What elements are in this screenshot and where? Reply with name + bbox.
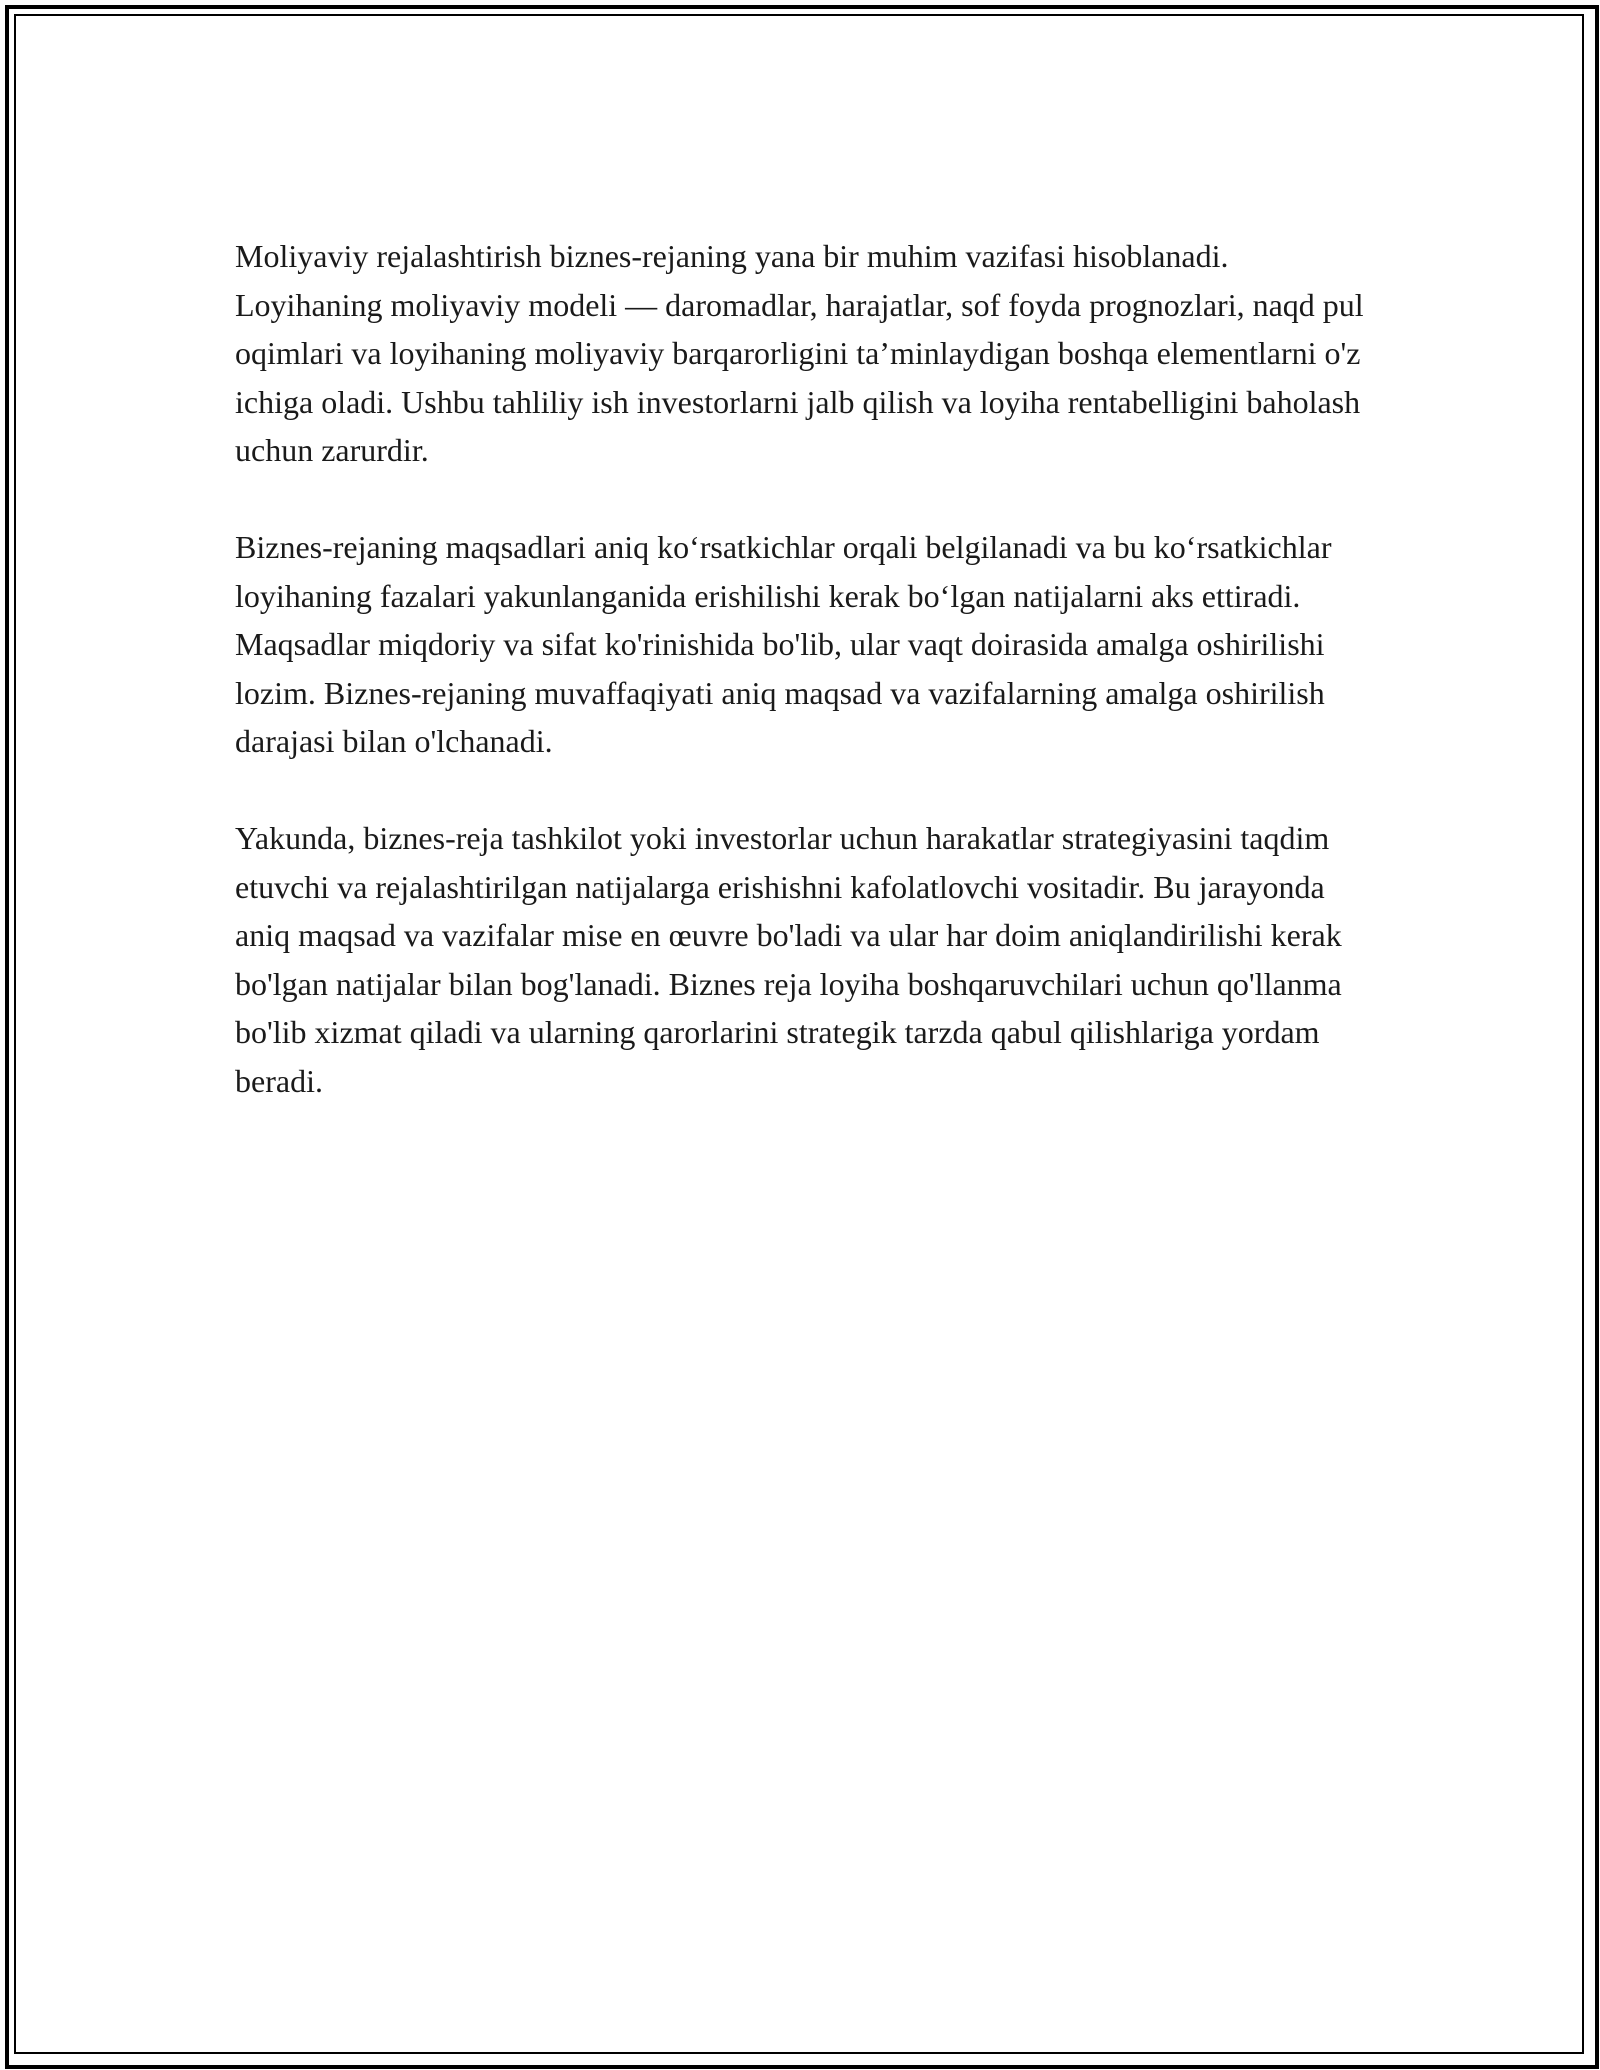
paragraph-financial-planning: Moliyaviy rejalashtirish biznes-rejaning yana bir muhim vazifasi hisoblanadi. Loyihaning moliyaviy modeli — daromadlar, harajatlar, sof foyda prognozlari, naqd pul oqimlari va loyihaning moliyaviy barqarorligini ta’minlaydigan boshqa elementlarni o'z ichiga oladi. Ushbu tahliliy ish investorlarni jalb qilish va loyiha rentabelligini baholash uchun zarurdir. bbox=[235, 238, 1364, 468]
paragraph-conclusion: Yakunda, biznes-reja tashkilot yoki investorlar uchun harakatlar strategiyasini taqdim etuvchi va rejalashtirilgan natijalarga erishishni kafolatlovchi vositadir. Bu jarayonda aniq maqsad va vazifalar mise en œuvre bo'ladi va ular har doim aniqlandirilishi kerak bo'lgan natijalar bilan bog'lanadi. Biznes reja loyiha boshqaruvchilari uchun qo'llanma bo'lib xizmat qiladi va ularning qarorlarini strategik tarzda qabul qilishlariga yordam beradi. bbox=[235, 820, 1342, 1099]
document-body bbox=[235, 232, 1365, 1154]
paragraph-goals: Biznes-rejaning maqsadlari aniq koʻrsatkichlar orqali belgilanadi va bu koʻrsatkichlar loyihaning fazalari yakunlanganida erishilishi kerak boʻlgan natijalarni aks ettiradi. Maqsadlar miqdoriy va sifat ko'rinishida bo'lib, ular vaqt doirasida amalga oshirilishi lozim. Biznes-rejaning muvaffaqiyati aniq maqsad va vazifalarning amalga oshirilish darajasi bilan o'lchanadi. bbox=[235, 529, 1332, 759]
